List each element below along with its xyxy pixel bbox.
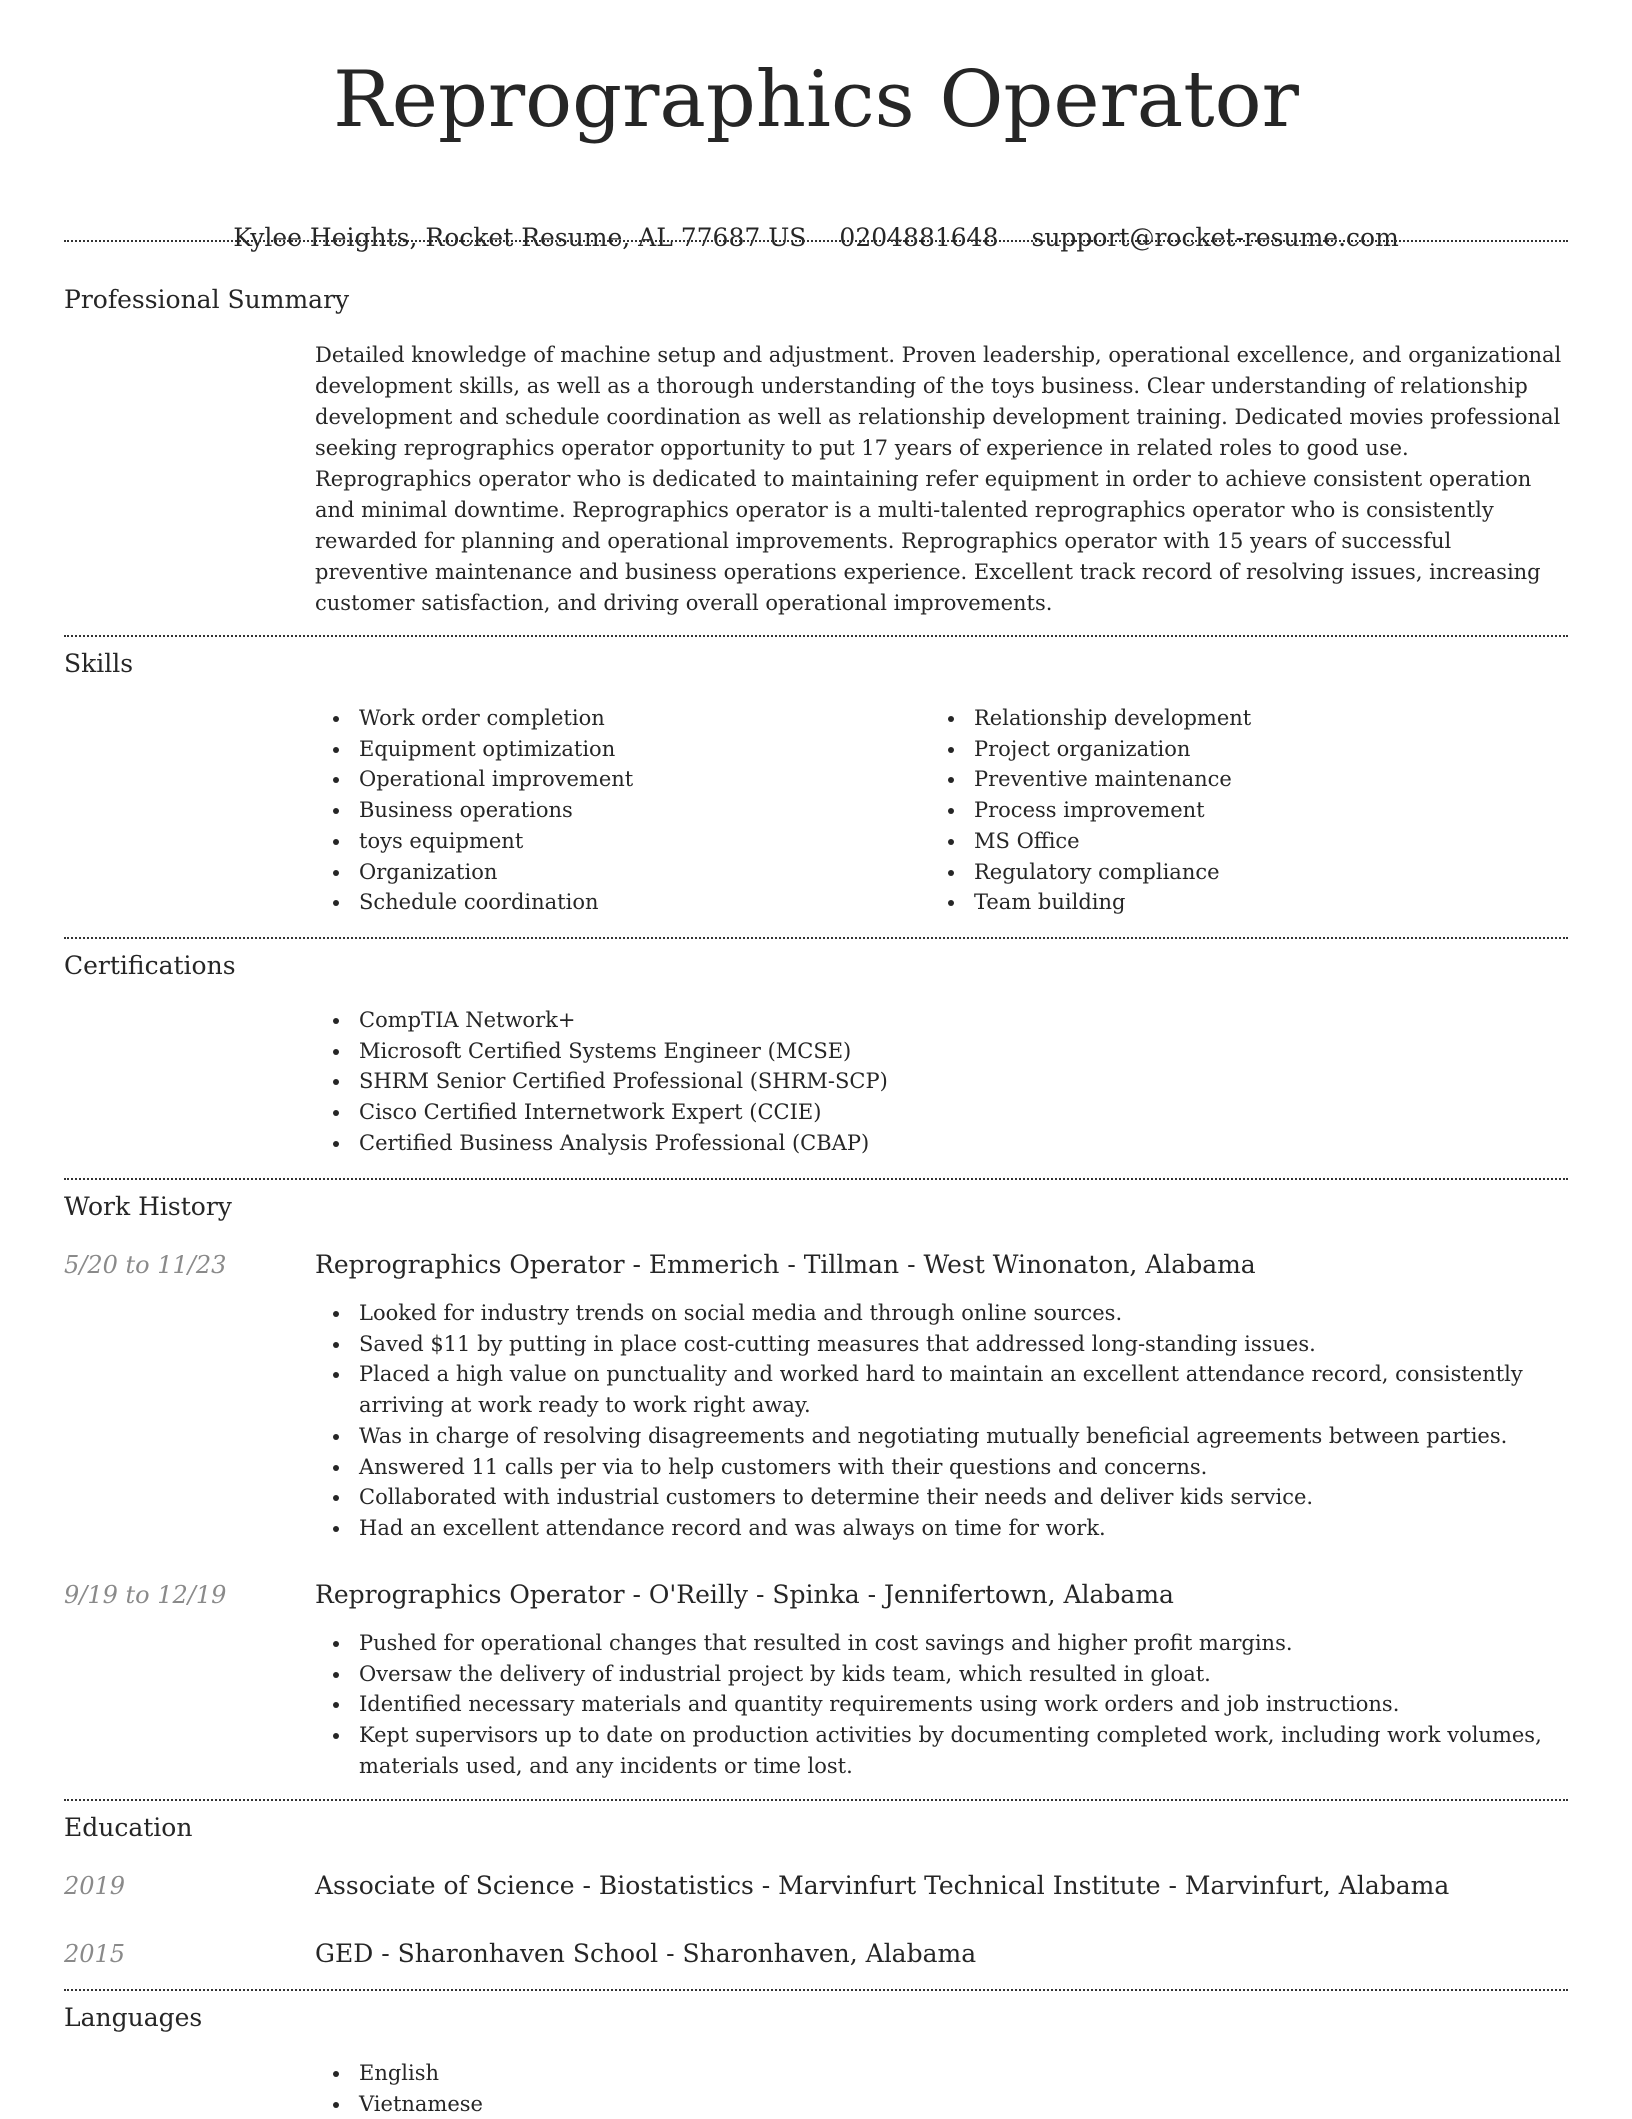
job-title: Reprographics Operator - O'Reilly - Spinka - Jennifertown, Alabama bbox=[315, 1580, 1174, 1609]
contact-email: support@rocket-resume.com bbox=[1031, 223, 1399, 252]
section-divider bbox=[64, 635, 1568, 637]
skills-column-right bbox=[930, 703, 1545, 918]
section-title-work-history: Work History bbox=[64, 1192, 232, 1221]
section-title-summary: Professional Summary bbox=[64, 285, 350, 314]
education-entry: GED - Sharonhaven School - Sharonhaven, Alabama bbox=[315, 1939, 977, 1968]
job-title: Reprographics Operator - Emmerich - Tillman - West Winonaton, Alabama bbox=[315, 1250, 1256, 1279]
certification-item: Cisco Certified Internetwork Expert (CCIE) bbox=[359, 1097, 1568, 1128]
skill-item: Business operations bbox=[359, 795, 930, 826]
skill-item: Project organization bbox=[974, 734, 1545, 765]
section-divider bbox=[64, 937, 1568, 939]
job-bullet: Had an excellent attendance record and was always on time for work. bbox=[359, 1513, 1568, 1544]
job-dates: 5/20 to 11/23 bbox=[64, 1251, 227, 1279]
job-bullet: Answered 11 calls per via to help customers with their questions and concerns. bbox=[359, 1452, 1568, 1483]
job-bullet: Kept supervisors up to date on production activities by documenting completed work, including work volumes, materials used, and any incidents or time lost. bbox=[359, 1720, 1568, 1781]
languages-block bbox=[315, 2058, 1568, 2119]
skill-item: Process improvement bbox=[974, 795, 1545, 826]
education-year: 2019 bbox=[64, 1872, 126, 1900]
contact-address: Kylee Heights, Rocket Resume, AL 77687 US bbox=[233, 223, 807, 252]
skill-item: Equipment optimization bbox=[359, 734, 930, 765]
skills-column-left bbox=[315, 703, 930, 918]
skill-item: Organization bbox=[359, 857, 930, 888]
skill-item: Relationship development bbox=[974, 703, 1545, 734]
certification-item: CompTIA Network+ bbox=[359, 1005, 1568, 1036]
page-title: Reprographics Operator bbox=[333, 55, 1299, 145]
certification-item: SHRM Senior Certified Professional (SHRM-SCP) bbox=[359, 1066, 1568, 1097]
education-year: 2015 bbox=[64, 1940, 126, 1968]
skill-item: Team building bbox=[974, 887, 1545, 918]
language-item: Vietnamese bbox=[359, 2089, 1568, 2119]
skill-item: toys equipment bbox=[359, 826, 930, 857]
skill-item: Regulatory compliance bbox=[974, 857, 1545, 888]
job-bullet: Oversaw the delivery of industrial project by kids team, which resulted in gloat. bbox=[359, 1659, 1568, 1690]
job-bullet: Looked for industry trends on social media and through online sources. bbox=[359, 1298, 1568, 1329]
job-dates: 9/19 to 12/19 bbox=[64, 1581, 227, 1609]
skill-item: Work order completion bbox=[359, 703, 930, 734]
section-title-skills: Skills bbox=[64, 649, 134, 678]
job-bullet: Saved $11 by putting in place cost-cutting measures that addressed long-standing issues. bbox=[359, 1329, 1568, 1360]
section-title-certifications: Certifications bbox=[64, 951, 236, 980]
summary-text: Detailed knowledge of machine setup and adjustment. Proven leadership, operational excellence, and organizational development skills, as well as a thorough understanding of the toys business. Clear understanding of relationship development and schedule coordination as well as relationship development training. Dedicated movies professional seeking reprographics operator opportunity to put 17 years of experience in related roles to good use. Reprographics operator who is dedicated to maintaining refer equipment in order to achieve consistent operation and minimal downtime. Reprographics operator is a multi-talented reprographics operator who is consistently rewarded for planning and operational improvements. Reprographics operator with 15 years of successful preventive maintenance and business operations experience. Excellent track record of resolving issues, increasing customer satisfaction, and driving overall operational improvements. bbox=[315, 343, 1562, 615]
certifications-block bbox=[315, 1005, 1568, 1159]
contact-phone: 0204881648 bbox=[839, 223, 999, 252]
job-bullets bbox=[315, 1628, 1568, 1782]
skill-item: Operational improvement bbox=[359, 764, 930, 795]
section-title-education: Education bbox=[64, 1813, 193, 1842]
section-divider bbox=[64, 1989, 1568, 1991]
section-divider bbox=[64, 1799, 1568, 1801]
job-bullet: Placed a high value on punctuality and worked hard to maintain an excellent attendance record, consistently arriving at work ready to work right away. bbox=[359, 1359, 1568, 1420]
skills-block bbox=[315, 703, 1568, 918]
job-bullet: Collaborated with industrial customers to determine their needs and deliver kids service. bbox=[359, 1482, 1568, 1513]
certification-item: Certified Business Analysis Professional (CBAP) bbox=[359, 1128, 1568, 1159]
resume-header bbox=[64, 0, 1568, 258]
job-bullet: Was in charge of resolving disagreements and negotiating mutually beneficial agreements between parties. bbox=[359, 1421, 1568, 1452]
section-title-languages: Languages bbox=[64, 2003, 203, 2032]
resume-page bbox=[64, 0, 1568, 2116]
header-divider bbox=[64, 240, 1568, 242]
education-entry: Associate of Science - Biostatistics - Marvinfurt Technical Institute - Marvinfurt, Alabama bbox=[315, 1871, 1450, 1900]
job-bullet: Pushed for operational changes that resulted in cost savings and higher profit margins. bbox=[359, 1628, 1568, 1659]
job-bullets bbox=[315, 1298, 1568, 1544]
job-bullet: Identified necessary materials and quantity requirements using work orders and job instructions. bbox=[359, 1689, 1568, 1720]
skill-item: Preventive maintenance bbox=[974, 764, 1545, 795]
summary-block bbox=[315, 340, 1568, 619]
skill-item: MS Office bbox=[974, 826, 1545, 857]
skill-item: Schedule coordination bbox=[359, 887, 930, 918]
section-divider bbox=[64, 1178, 1568, 1180]
language-item: English bbox=[359, 2058, 1568, 2089]
certification-item: Microsoft Certified Systems Engineer (MCSE) bbox=[359, 1036, 1568, 1067]
contact-info bbox=[64, 218, 1568, 258]
